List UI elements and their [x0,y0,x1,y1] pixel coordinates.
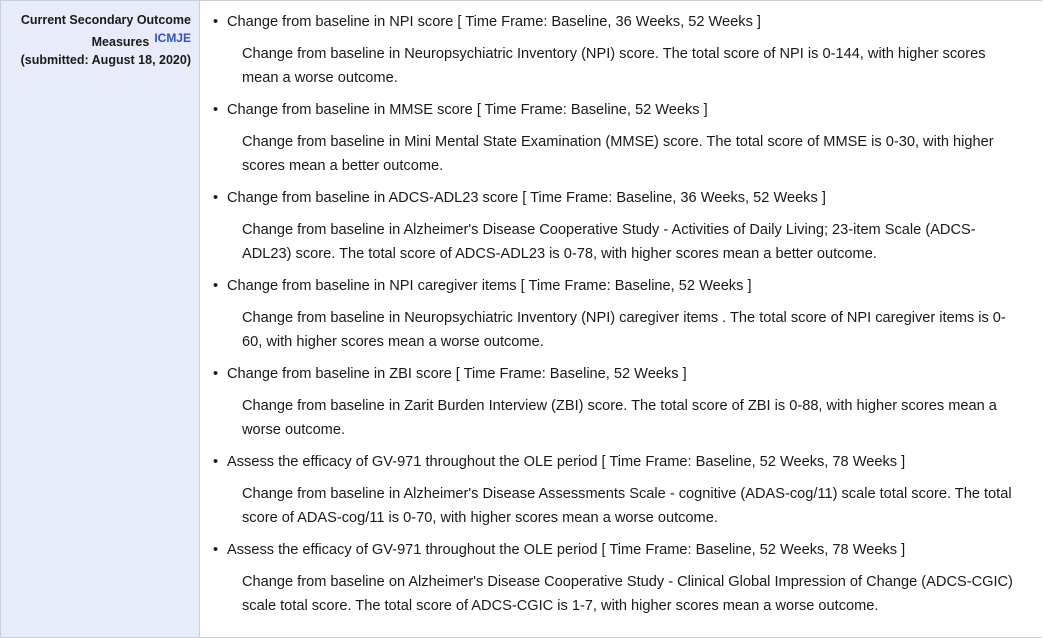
icmje-link[interactable]: ICMJE [154,31,191,45]
measure-title-text: Change from baseline in ZBI score [ Time Frame: Baseline, 52 Weeks ] [227,366,687,382]
measure-item [200,362,1042,442]
measure-description: Change from baseline in Neuropsychiatric Inventory (NPI) caregiver items . The total score of NPI caregiver items is 0-60, with higher scores mean a worse outcome. [242,310,1006,350]
measure-title-text: Change from baseline in MMSE score [ Time Frame: Baseline, 52 Weeks ] [227,102,708,118]
measure-title [200,538,1042,562]
measures-list [200,1,1042,637]
measure-description: Change from baseline in Mini Mental State Examination (MMSE) score. The total score of MMSE is 0-30, with higher scores mean a better outcome. [242,134,994,174]
measure-description: Change from baseline in Neuropsychiatric Inventory (NPI) score. The total score of NPI is 0-144, with higher scores mean a worse outcome. [242,46,986,86]
bullet-icon: • [213,542,219,558]
bullet-icon: • [213,102,219,118]
bullet-icon: • [213,278,219,294]
row-label-line2 [7,29,191,51]
measure-item [200,450,1042,530]
submitted-date: (submitted: August 18, 2020) [20,53,191,67]
measure-item [200,10,1042,90]
measure-title-text: Assess the efficacy of GV-971 throughout the OLE period [ Time Frame: Baseline, 52 Weeks, 78 Weeks ] [227,454,906,470]
bullet-icon: • [213,190,219,206]
row-label-line1: Current Secondary Outcome [20,13,191,27]
measure-title-text: Assess the efficacy of GV-971 throughout the OLE period [ Time Frame: Baseline, 52 Weeks, 78 Weeks ] [227,542,906,558]
measure-item [200,186,1042,266]
measure-item [200,538,1042,618]
measure-description: Change from baseline in Alzheimer's Disease Cooperative Study - Activities of Daily Living; 23-item Scale (ADCS-ADL23) score. The total score of ADCS-ADL23 is 0-78, with higher scores mean a better outcome. [242,222,976,262]
measure-title [200,450,1042,474]
measure-title-text: Change from baseline in ADCS-ADL23 score [ Time Frame: Baseline, 36 Weeks, 52 Weeks ] [227,190,826,206]
bullet-icon: • [213,366,219,382]
measure-description: Change from baseline in Alzheimer's Disease Assessments Scale - cognitive (ADAS-cog/11) scale total score. The total score of ADAS-cog/11 is 0-70, with higher scores mean a worse outcome. [242,486,1012,526]
row-label-cell [1,1,200,637]
bullet-icon: • [213,14,219,30]
measure-item [200,98,1042,178]
measure-description: Change from baseline in Zarit Burden Interview (ZBI) score. The total score of ZBI is 0-88, with higher scores mean a worse outcome. [242,398,997,438]
measure-item [200,274,1042,354]
measure-title-text: Change from baseline in NPI score [ Time Frame: Baseline, 36 Weeks, 52 Weeks ] [227,14,761,30]
measure-title [200,98,1042,122]
measure-title [200,186,1042,210]
measure-title [200,274,1042,298]
measure-title [200,362,1042,386]
measure-title-text: Change from baseline in NPI caregiver items [ Time Frame: Baseline, 52 Weeks ] [227,278,752,294]
measure-title [200,10,1042,34]
measure-description: Change from baseline on Alzheimer's Disease Cooperative Study - Clinical Global Impression of Change (ADCS-CGIC) scale total score. The total score of ADCS-CGIC is 1-7, with higher scores mean a worse outcome. [242,574,1013,614]
bullet-icon: • [213,454,219,470]
row-label-measures: Measures [91,35,150,49]
